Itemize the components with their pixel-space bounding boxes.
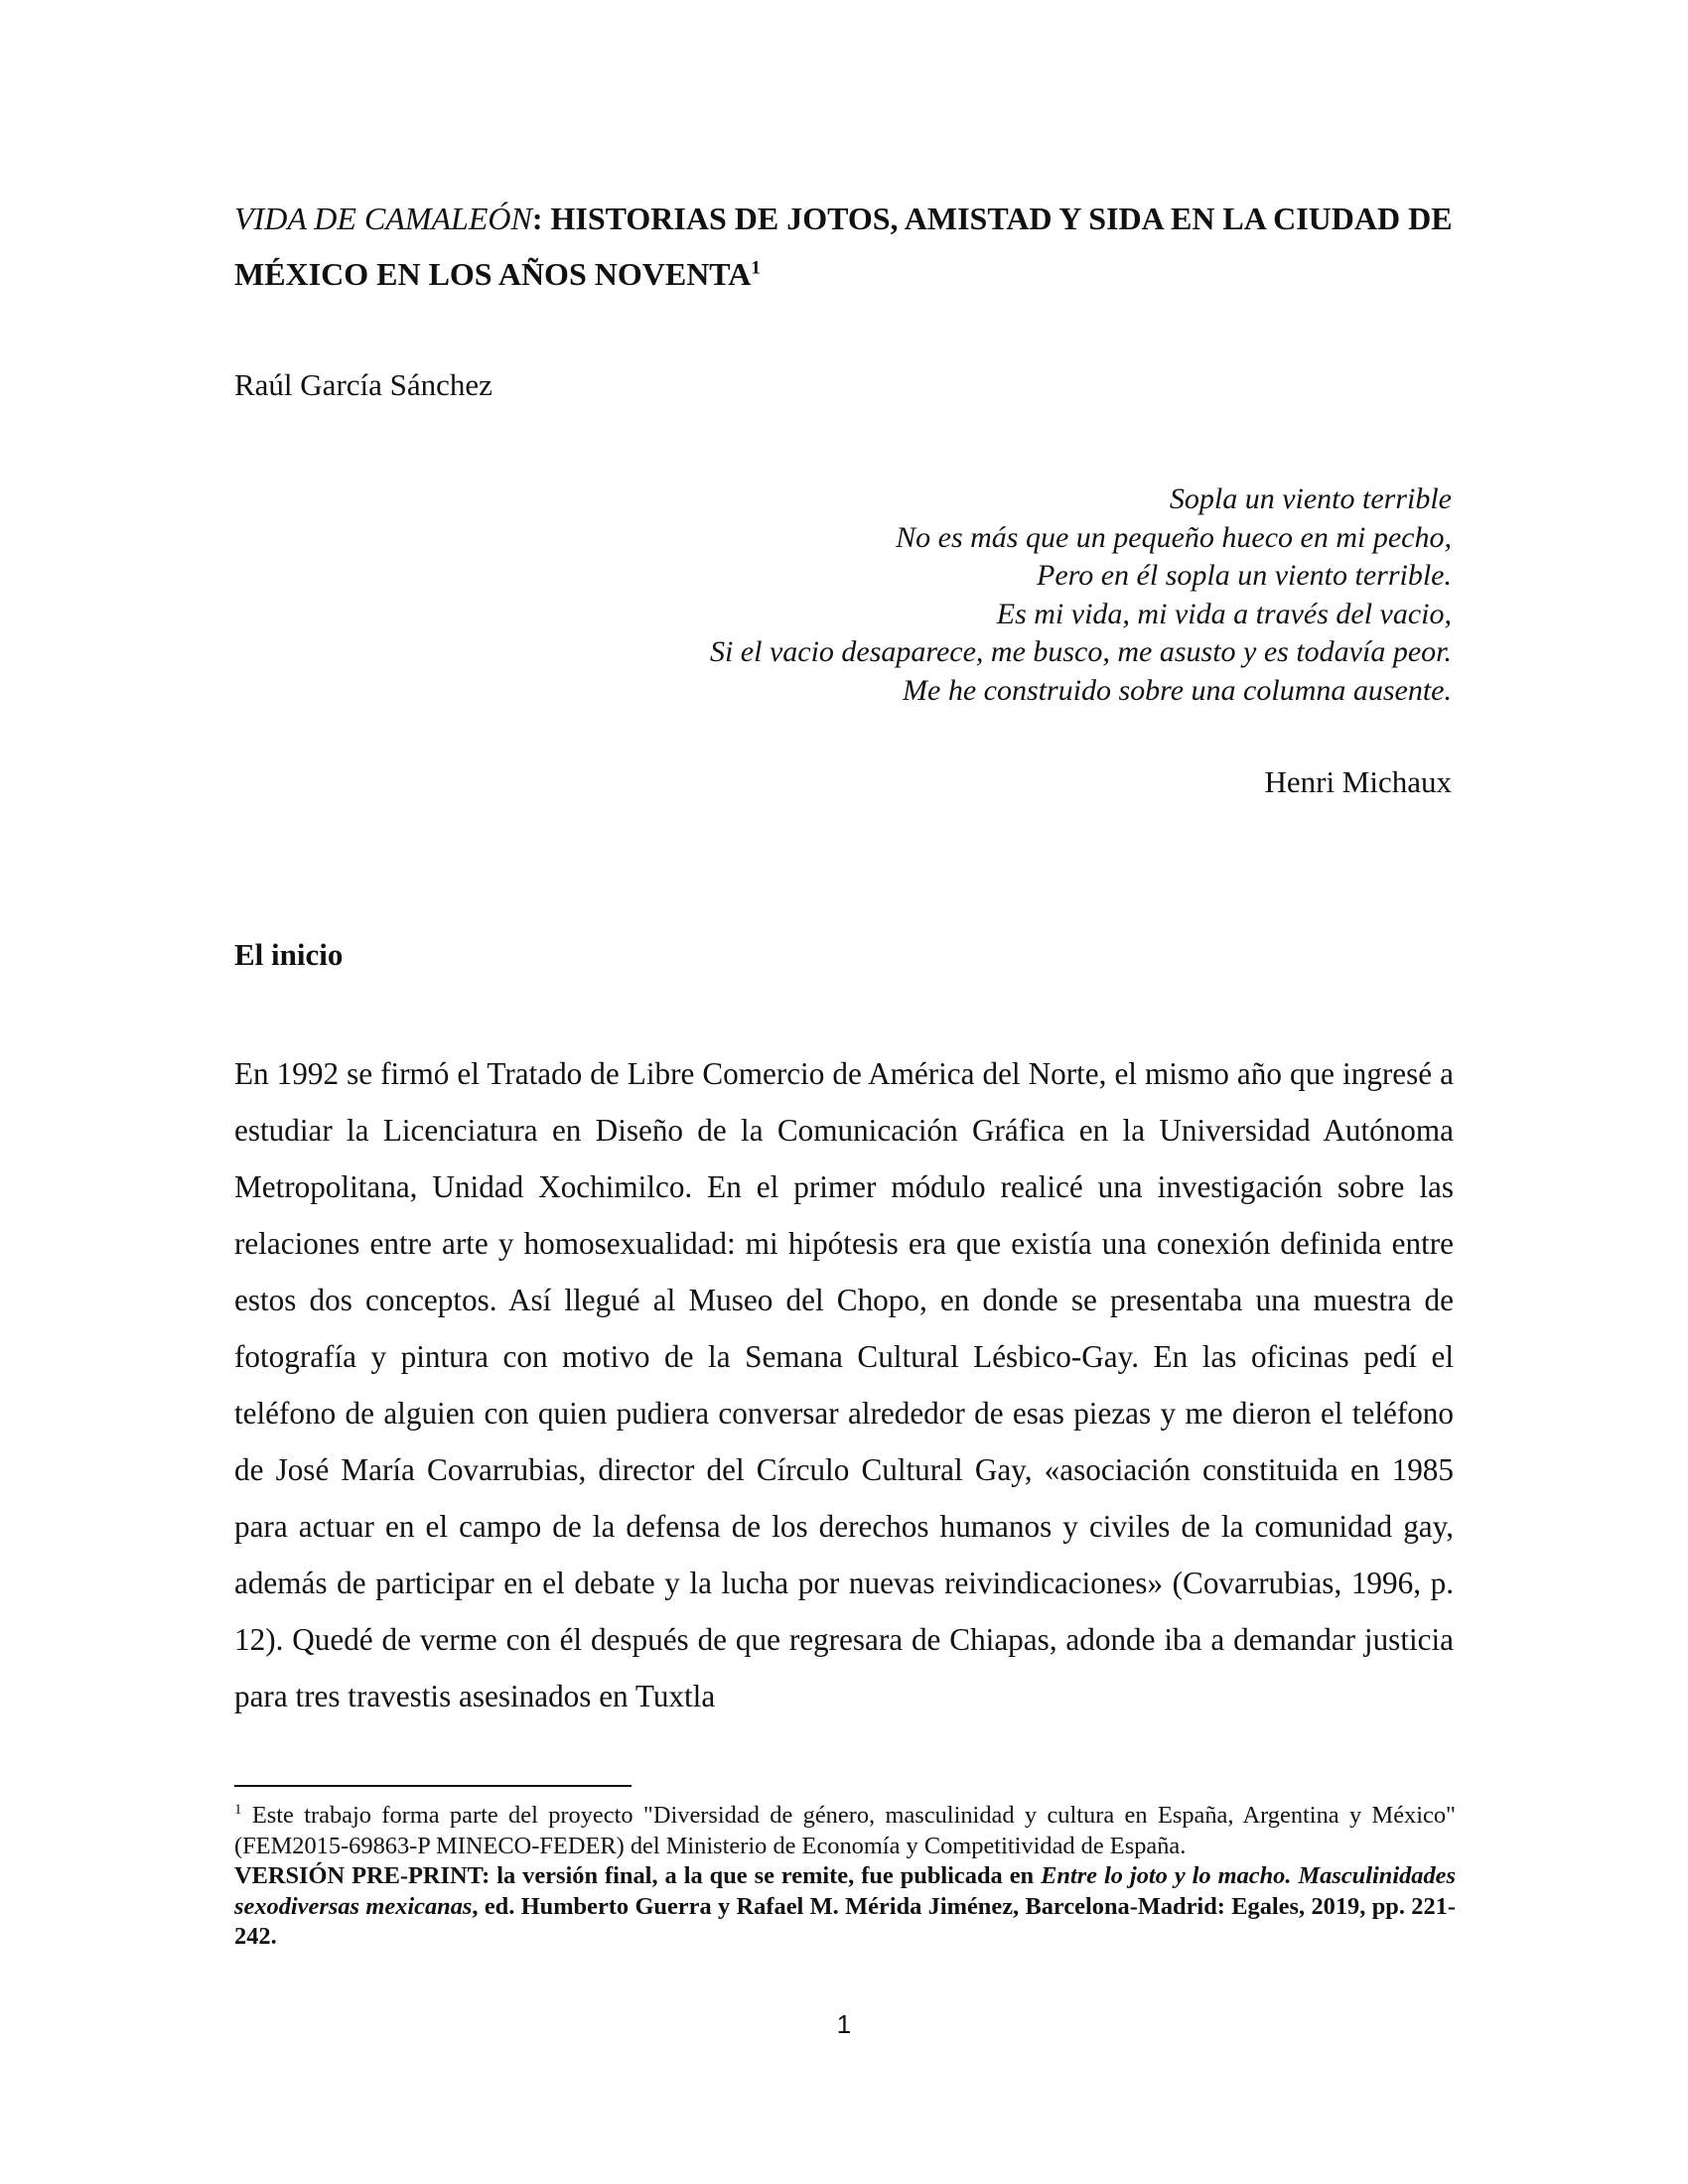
section-heading: El inicio xyxy=(234,937,344,972)
epigraph-line: Sopla un viento terrible xyxy=(1169,482,1452,515)
title-rest: : HISTORIAS DE JOTOS, AMISTAD Y SIDA EN LA CIUDAD DE MÉXICO EN LOS AÑOS NOVENTA xyxy=(234,201,1453,292)
epigraph-line: Si el vacio desaparece, me busco, me asusto y es todavía peor. xyxy=(709,635,1452,668)
epigraph-author: Henri Michaux xyxy=(1264,764,1452,799)
preprint-notice xyxy=(234,1862,1456,1950)
epigraph-line: Pero en él sopla un viento terrible. xyxy=(1037,559,1452,592)
footnote-text: Este trabajo forma parte del proyecto "Diversidad de género, masculinidad y cultura en España, Argentina y México" (FEM2015-69863-P MINECO-FEDER) del Ministerio de Economía y Competitividad de España. xyxy=(234,1802,1456,1859)
article-title xyxy=(234,191,1456,302)
footnote-divider xyxy=(234,1785,632,1787)
page-number: 1 xyxy=(836,2009,852,2039)
footnote xyxy=(234,1801,1456,1953)
preprint-book-title: Entre lo joto y lo macho. Masculinidades sexodiversas mexicanas xyxy=(234,1862,1457,1920)
title-footnote-marker[interactable]: 1 xyxy=(751,257,761,279)
epigraph xyxy=(359,480,1452,710)
footnote-marker: 1 xyxy=(234,1801,242,1818)
author-name: Raúl García Sánchez xyxy=(234,367,492,402)
preprint-details: , ed. Humberto Guerra y Rafael M. Mérida Jiménez, Barcelona-Madrid: Egales, 2019, pp. 221-242. xyxy=(234,1892,1456,1950)
title-italic: VIDA DE CAMALEÓN xyxy=(234,201,532,236)
epigraph-line: Me he construido sobre una columna ausente. xyxy=(903,673,1452,707)
epigraph-line: No es más que un pequeño hueco en mi pecho, xyxy=(896,520,1452,554)
epigraph-line: Es mi vida, mi vida a través del vacio, xyxy=(996,597,1452,630)
preprint-lead: VERSIÓN PRE-PRINT: la versión final, a la que se remite, fue publicada en xyxy=(234,1862,1042,1889)
body-paragraph: En 1992 se firmó el Tratado de Libre Comercio de América del Norte, el mismo año que ingresé a estudiar la Licenciatura en Diseño de la Comunicación Gráfica en la Universidad Autónoma Metropolitana, Unidad Xochimilco. En el primer módulo realicé una investigación sobre las relaciones entre arte y homosexualidad: mi hipótesis era que existía una conexión definida entre estos dos conceptos. Así llegué al Museo del Chopo, en donde se presentaba una muestra de fotografía y pintura con motivo de la Semana Cultural Lésbico-Gay. En las oficinas pedí el teléfono de alguien con quien pudiera conversar alrededor de esas piezas y me dieron el teléfono de José María Covarrubias, director del Círculo Cultural Gay, «asociación constituida en 1985 para actuar en el campo de la defensa de los derechos humanos y civiles de la comunidad gay, además de participar en el debate y la lucha por nuevas reivindicaciones» (Covarrubias, 1996, p. 12). Quedé de verme con él después de que regresara de Chiapas, adonde iba a demandar justicia para tres travestis asesinados en Tuxtla xyxy=(234,1056,1454,1713)
